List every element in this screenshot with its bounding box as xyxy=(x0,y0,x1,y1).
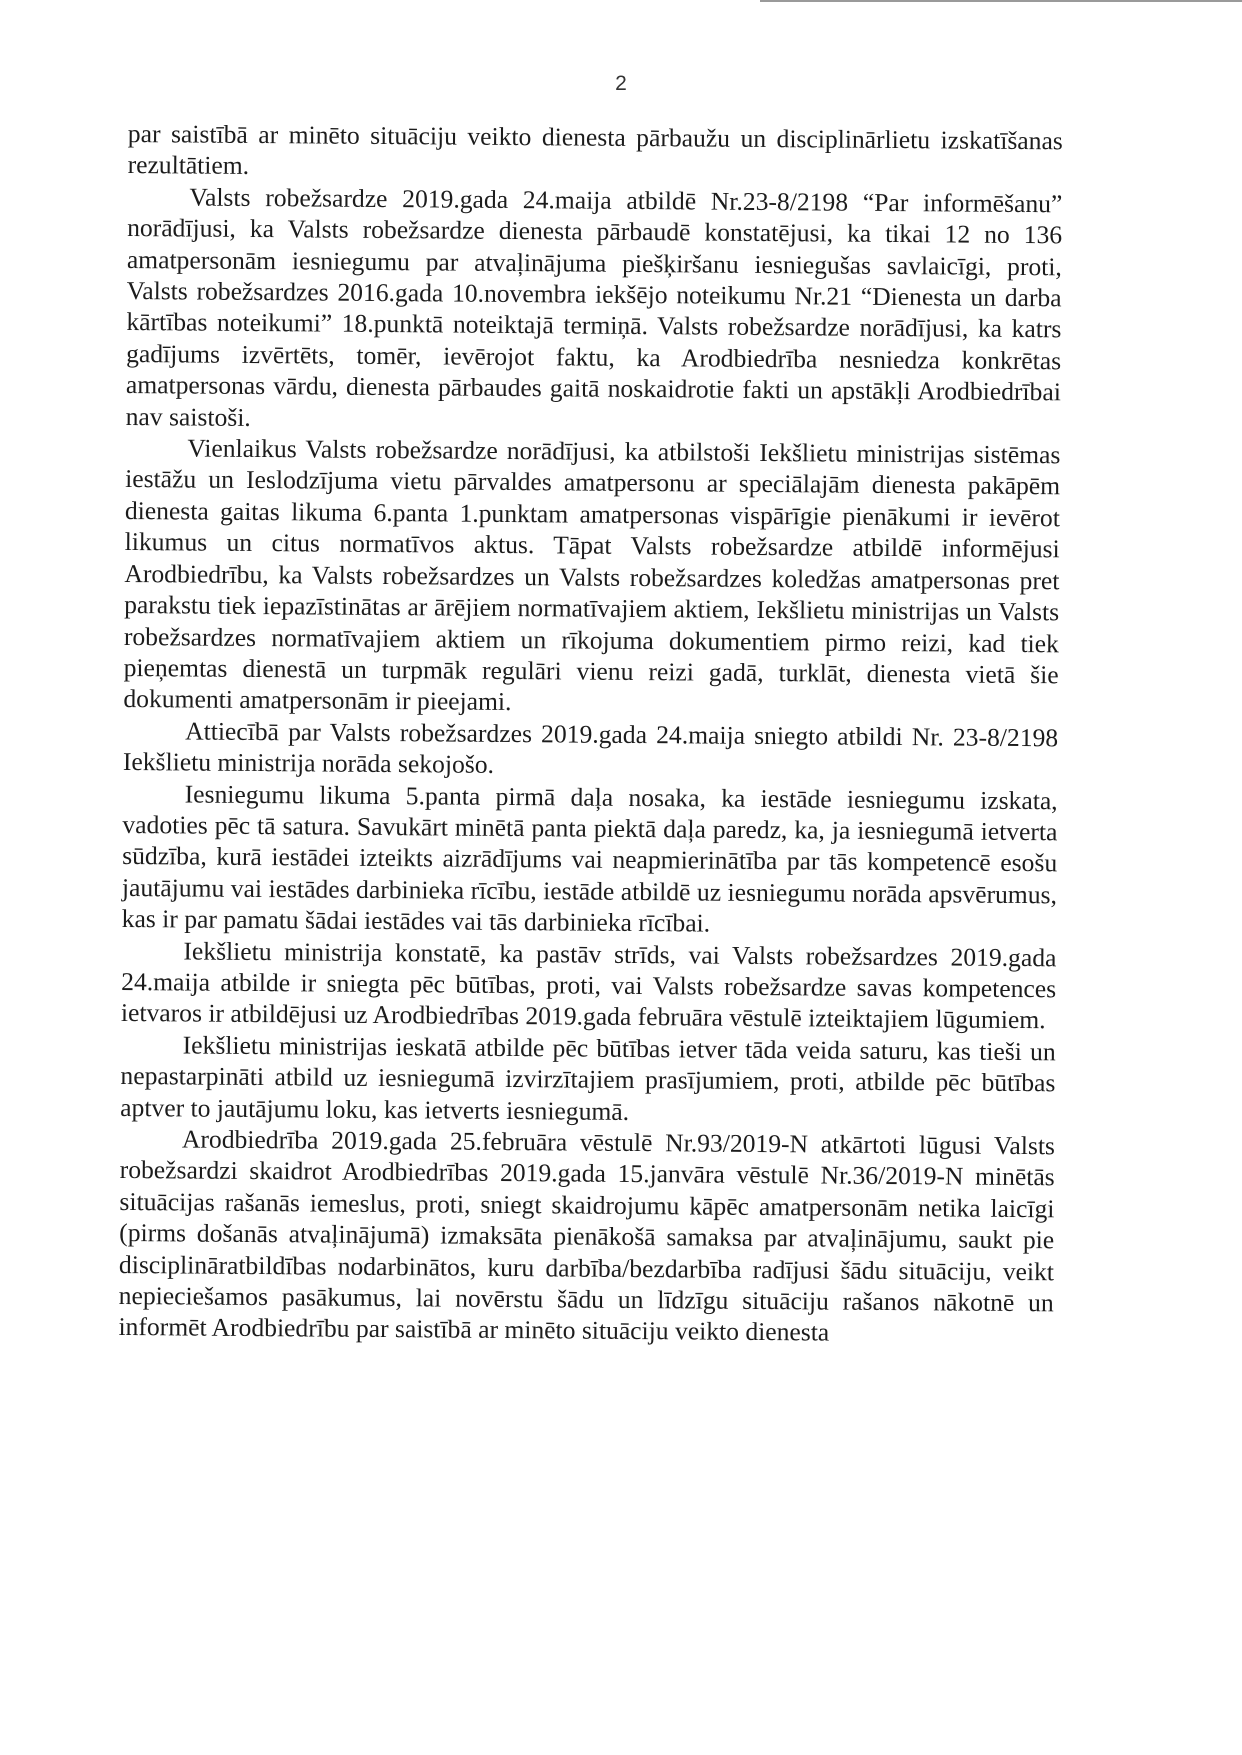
paragraph-general-duties: Vienlaikus Valsts robežsardze norādījusi, ka atbilstoši Iekšlietu ministrijas sistēmas iestāžu un Ieslodzījuma vietu pārvaldes amatpersonu ar speciālajām dienesta pakāpēm dienesta gaitas likuma 6.panta 1.punktam amatpersonas vispārīgie pienākumi ir ievērot likumus un citus normatīvos aktus. Tāpat Valsts robežsardze atbildē informējusi Arodbiedrību, ka Valsts robežsardzes un Valsts robežsardzes koledžas amatpersonas pret parakstu tiek iepazīstinātas ar ārējiem normatīvajiem aktiem, Iekšlietu ministrijas un Valsts robežsardzes normatīvajiem aktiem un rīkojuma dokumentiem pirmo reizi, kad tiek pieņemtas dienestā un turpmāk regulāri vienu reizi gadā, turklāt, dienesta vietā šie dokumenti amatpersonām ir pieejami. xyxy=(123,433,1061,717)
paragraph-border-guard-reply: Valsts robežsardze 2019.gada 24.maija atbildē Nr.23-8/2198 “Par informēšanu” norādījusi, ka Valsts robežsardze dienesta pārbaudē konstatējusi, ka tikai 12 no 136 amatpersonām iesniegumu par atvaļinājuma piešķiršanu iesniegušas savlaicīgi, proti, Valsts robežsardzes 2016.gada 10.novembra iekšējo noteikumu Nr.21 “Dienesta un darba kārtības noteikumi” 18.punktā noteiktajā termiņā. Valsts robežsardze norādījusi, ka katrs gadījums izvērtēts, tomēr, ievērojot faktu, ka Arodbiedrība nesniedza konkrētas amatpersonas vārdu, dienesta pārbaudes gaitā noskaidrotie fakti un apstākļi Arodbiedrībai nav saistoši. xyxy=(125,182,1063,432)
document-body xyxy=(118,118,1063,1350)
paragraph-union-request: Arodbiedrība 2019.gada 25.februāra vēstulē Nr.93/2019-N atkārtoti lūgusi Valsts robežsardzi skaidrot Arodbiedrības 2019.gada 15.janvāra vēstulē Nr.36/2019-N minētās situācijas rašanās iemeslus, proti, sniegt skaidrojumu kāpēc amatpersonām netika laicīgi (pirms došanās atvaļinājumā) izmaksāta pienākošā samaksa par atvaļinājumu, saukt pie disciplināratbildības nodarbinātos, kuru darbība/bezdarbība radījusi šādu situāciju, veikt nepieciešamos pasākumus, lai novērstu šādu un līdzīgu situāciju rašanos nākotnē un informēt Arodbiedrību par saistībā ar minēto situāciju veikto dienesta xyxy=(118,1124,1056,1347)
page-number: 2 xyxy=(615,72,627,95)
paragraph-dispute: Iekšlietu ministrija konstatē, ka pastāv strīds, vai Valsts robežsardzes 2019.gada 24.maija atbilde ir sniegta pēc būtības, proti, vai Valsts robežsardze savas kompetences ietvaros ir atbildējusi uz Arodbiedrības 2019.gada februāra vēstulē izteiktajiem lūgumiem. xyxy=(120,936,1057,1035)
paragraph-ministry-position-intro: Attiecībā par Valsts robežsardzes 2019.gada 24.maija sniegto atbildi Nr. 23-8/2198 Iekšlietu ministrija norāda sekojošo. xyxy=(122,716,1059,780)
scan-edge-line xyxy=(760,0,1242,2)
paragraph-submissions-law: Iesniegumu likuma 5.panta pirmā daļa nosaka, ka iestāde iesniegumu izskata, vadoties pēc tā satura. Savukārt minētā panta piektā daļa paredz, ka, ja iesniegumā ietverta sūdzība, kurā iestādei izteikts aizrādījums vai neapmierinātība par tās kompetencē esošu jautājumu vai iestādes darbinieka rīcību, iestāde atbildē uz iesniegumu norāda apsvērumus, kas ir par pamatu šādai iestādes vai tās darbinieka rīcībai. xyxy=(121,778,1058,938)
paragraph-substantive-reply: Iekšlietu ministrijas ieskatā atbilde pēc būtības ietver tāda veida saturu, kas tieši un nepastarpināti atbild uz iesniegumā izvirzītajiem prasījumiem, proti, atbilde pēc būtības aptver to jautājumu loku, kas ietverts iesniegumā. xyxy=(120,1030,1056,1126)
paragraph-continuation: par saistībā ar minēto situāciju veikto dienesta pārbaužu un disciplinārlietu izskatīšanas rezultātiem. xyxy=(127,118,1063,181)
